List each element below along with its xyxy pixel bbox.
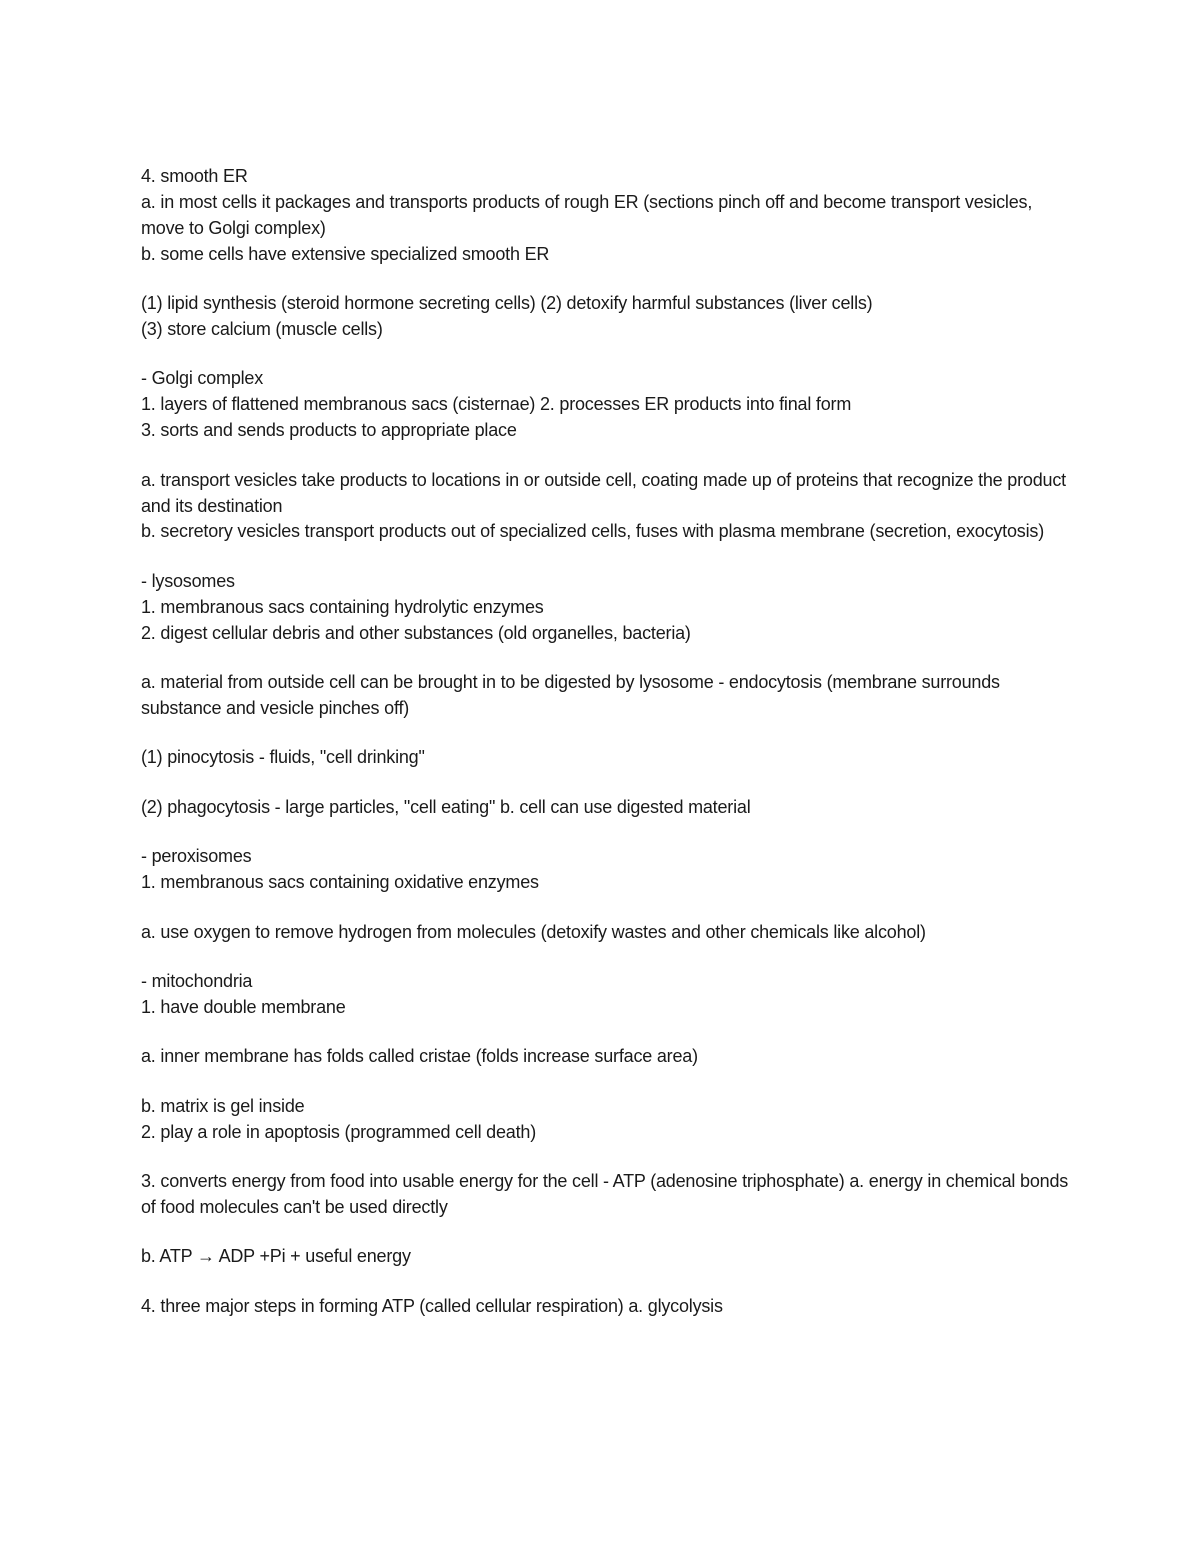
text-line: 4. smooth ER <box>141 166 248 186</box>
paragraph-cristae <box>141 1044 1071 1070</box>
text-line: b. some cells have extensive specialized smooth ER <box>141 243 550 264</box>
text-line: b. secretory vesicles transport products out of specialized cells, fuses with plasma membrane (secretion, exocytosis) <box>141 521 1044 542</box>
text-line: (1) pinocytosis - fluids, "cell drinking" <box>141 747 425 768</box>
text-line: a. material from outside cell can be brought in to be digested by lysosome - endocytosis (membrane surrounds substance and vesicle pinches off) <box>141 672 1005 718</box>
text-line: 2. play a role in apoptosis (programmed cell death) <box>141 1121 537 1142</box>
paragraph-matrix <box>141 1094 1071 1146</box>
paragraph-golgi-complex <box>141 366 1071 444</box>
text-line: b. matrix is gel inside <box>141 1095 305 1116</box>
text-line: - mitochondria <box>141 970 253 991</box>
text-line: 3. sorts and sends products to appropriate place <box>141 420 517 441</box>
paragraph-smooth-er-functions <box>141 291 1071 343</box>
paragraph-atp-conversion <box>141 1169 1071 1221</box>
text-line: 1. membranous sacs containing oxidative enzymes <box>141 872 539 893</box>
text-line: a. inner membrane has folds called cristae (folds increase surface area) <box>141 1046 698 1067</box>
text-line: (2) phagocytosis - large particles, "cell eating" b. cell can use digested material <box>141 796 751 817</box>
text-line: a. use oxygen to remove hydrogen from molecules (detoxify wastes and other chemicals like alcohol) <box>141 921 926 942</box>
paragraph-lysosomes <box>141 569 1071 647</box>
text-line: a. transport vesicles take products to locations in or outside cell, coating made up of proteins that recognize the product and its destination <box>141 469 1071 516</box>
paragraph-oxygen-use <box>141 920 1071 946</box>
text-line: a. in most cells it packages and transports products of rough ER (sections pinch off and become transport vesicles, move to Golgi complex) <box>141 191 1037 238</box>
text-line: - peroxisomes <box>141 846 252 867</box>
paragraph-phagocytosis <box>141 795 1071 821</box>
paragraph-peroxisomes <box>141 844 1071 896</box>
text-line: 3. converts energy from food into usable energy for the cell - ATP (adenosine triphosphate) a. energy in chemical bonds of food molecules can't be used directly <box>141 1170 1073 1217</box>
paragraph-atp-equation <box>141 1244 1071 1270</box>
paragraph-mitochondria <box>141 969 1071 1021</box>
document-body <box>141 164 1071 1320</box>
text-line: 1. layers of flattened membranous sacs (cisternae) 2. processes ER products into final form <box>141 394 852 415</box>
text-line: 1. have double membrane <box>141 996 346 1017</box>
text-line: (1) lipid synthesis (steroid hormone secreting cells) (2) detoxify harmful substances (liver cells) <box>141 293 873 314</box>
paragraph-smooth-er <box>141 164 1071 268</box>
text-line: - Golgi complex <box>141 368 264 389</box>
paragraph-vesicles <box>141 468 1071 546</box>
text-line: - lysosomes <box>141 570 235 591</box>
text-line: 4. three major steps in forming ATP (called cellular respiration) a. glycolysis <box>141 1295 723 1316</box>
text-line: b. ATP → ADP +Pi + useful energy <box>141 1246 411 1267</box>
paragraph-pinocytosis <box>141 745 1071 771</box>
text-line: (3) store calcium (muscle cells) <box>141 319 383 340</box>
paragraph-endocytosis <box>141 670 1071 722</box>
text-line: 1. membranous sacs containing hydrolytic enzymes <box>141 596 544 617</box>
paragraph-cellular-respiration <box>141 1294 1071 1320</box>
text-line: 2. digest cellular debris and other substances (old organelles, bacteria) <box>141 622 691 643</box>
